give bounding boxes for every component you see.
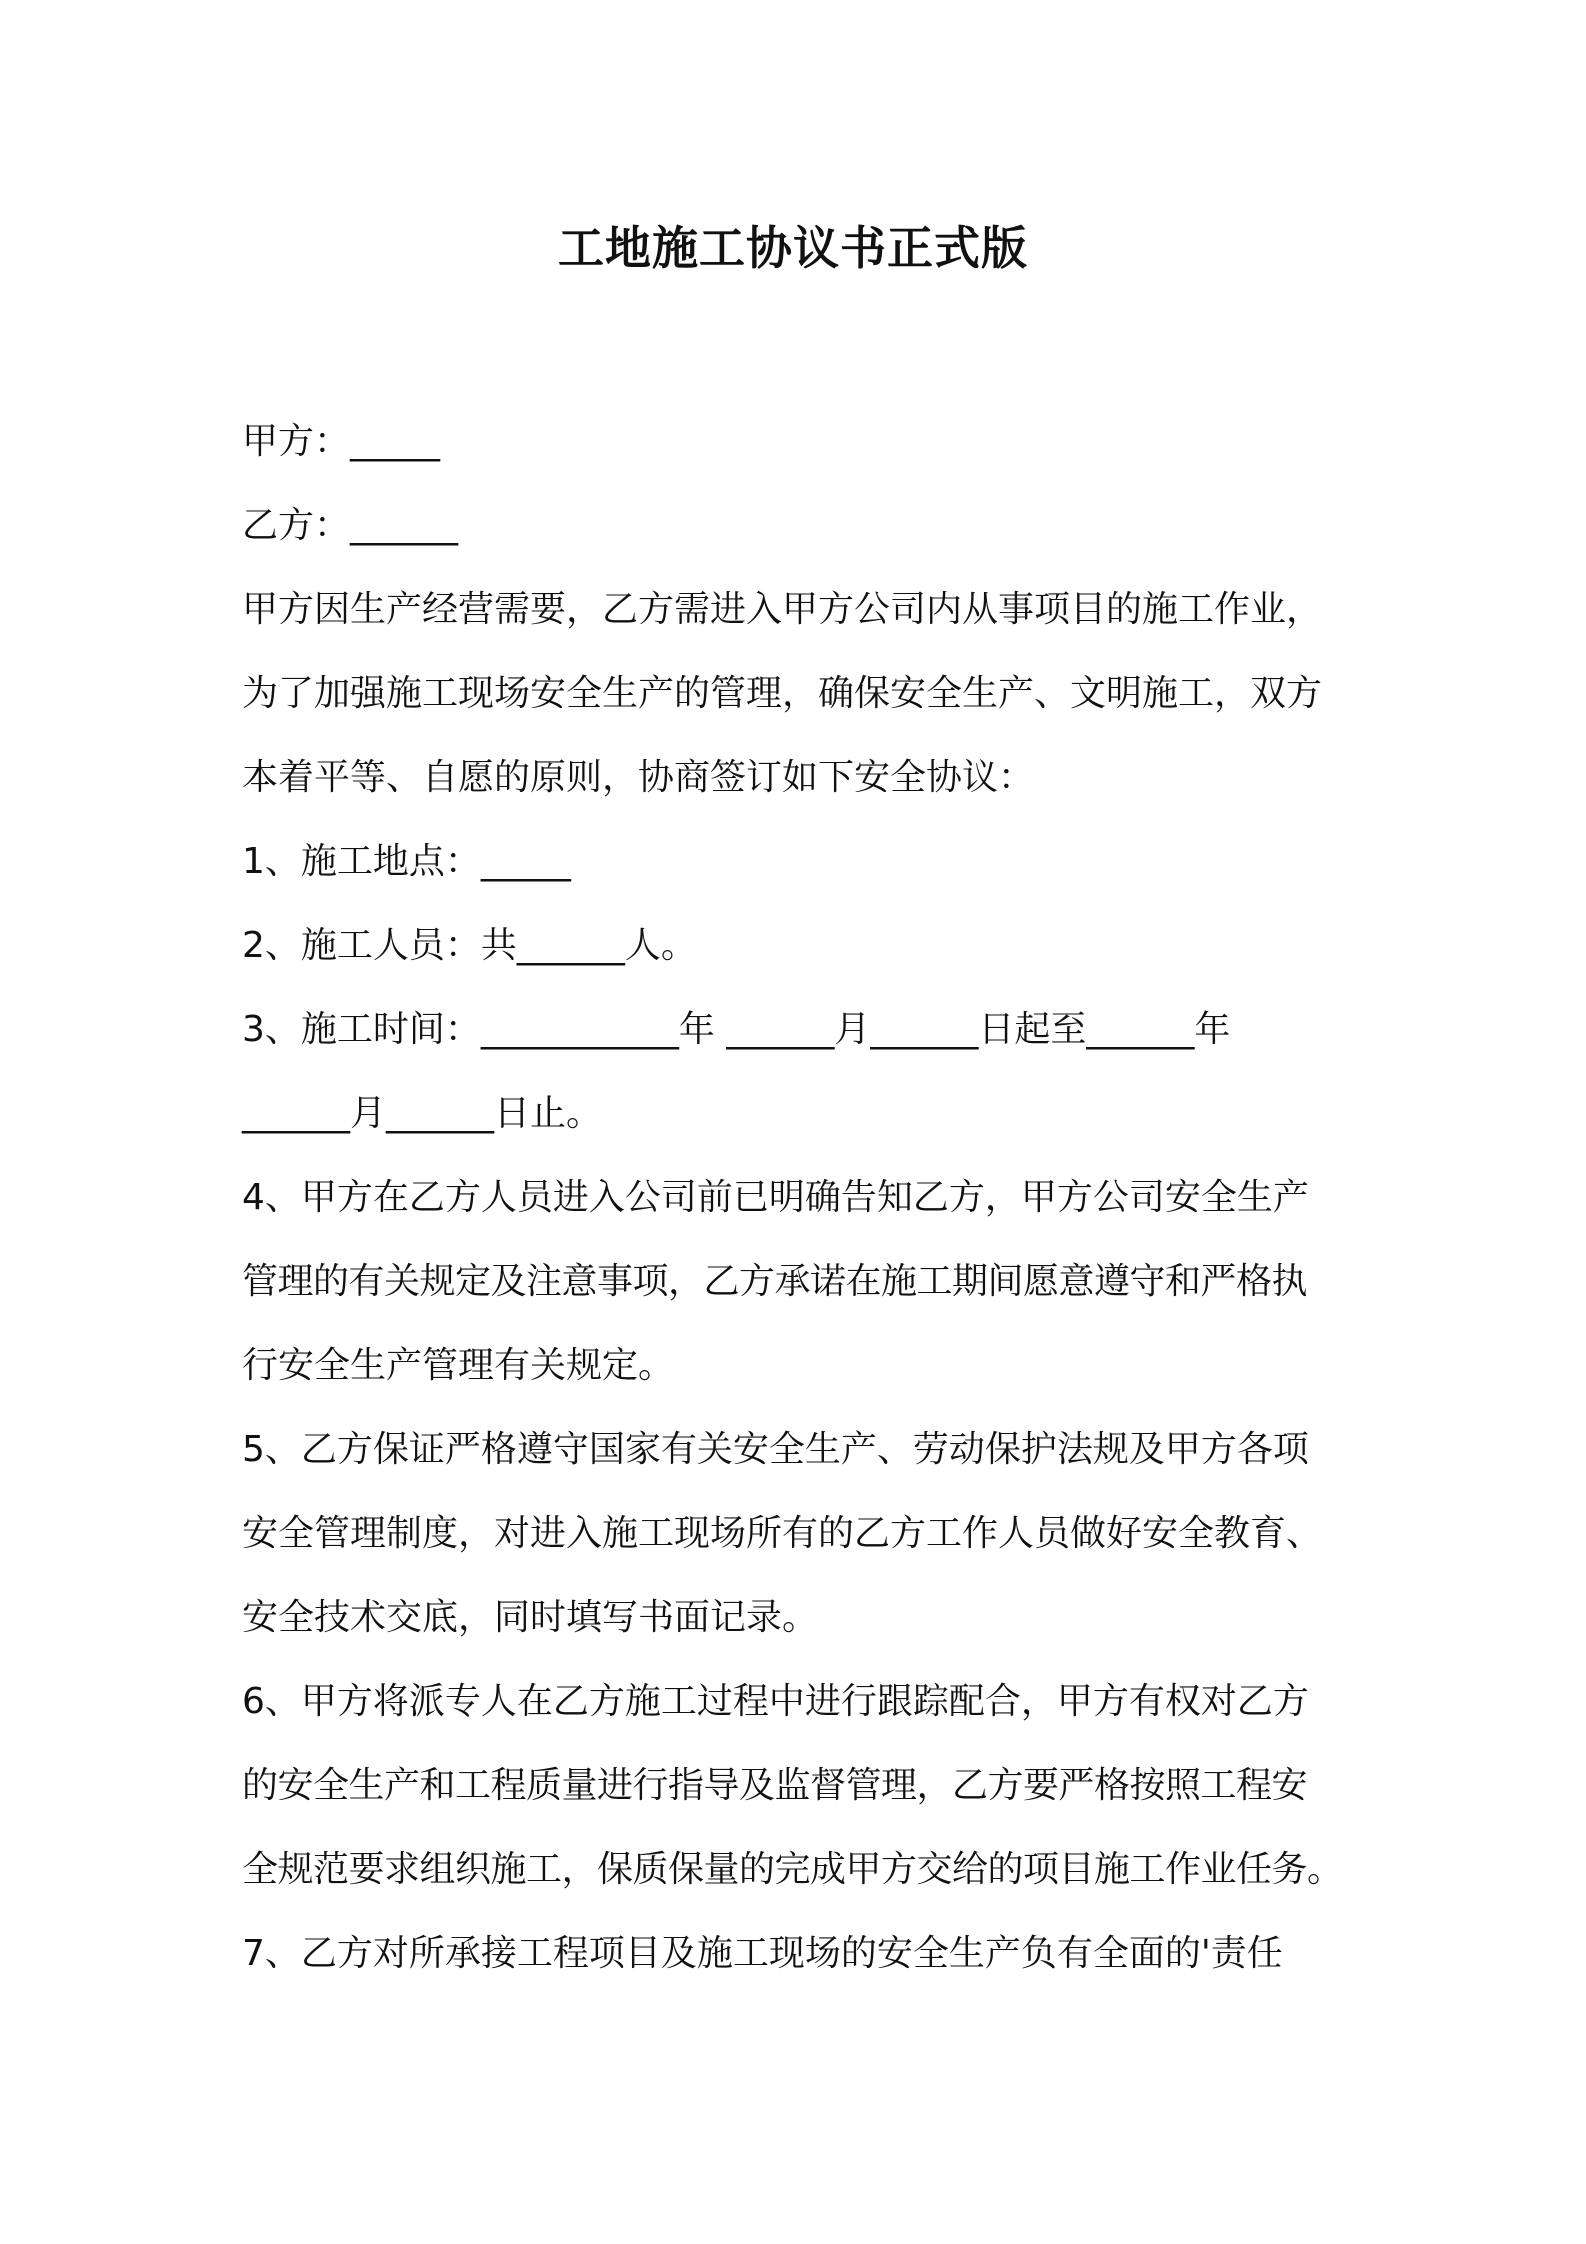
clause-6-line-3: 全规范要求组织施工，保质保量的完成甲方交给的项目施工作业任务。: [242, 1849, 1343, 1890]
party-a-line: 甲方：_____: [242, 421, 441, 462]
clause-4-line-1: 4、甲方在乙方人员进入公司前已明确告知乙方，甲方公司安全生产: [242, 1177, 1309, 1218]
clause-4-line-2: 管理的有关规定及注意事项，乙方承诺在施工期间愿意遵守和严格执: [242, 1261, 1308, 1302]
clause-3-line-2: ______月______日止。: [242, 1093, 603, 1134]
clause-4-line-3: 行安全生产管理有关规定。: [242, 1345, 675, 1386]
preamble-line-2: 为了加强施工现场安全生产的管理，确保安全生产、文明施工，双方: [242, 673, 1323, 714]
clause-7-line-1: 7、乙方对所承接工程项目及施工现场的安全生产负有全面的'责任: [242, 1933, 1283, 1974]
document-title: 工地施工协议书正式版: [558, 221, 1028, 275]
clause-5-line-1: 5、乙方保证严格遵守国家有关安全生产、劳动保护法规及甲方各项: [242, 1429, 1309, 1470]
clause-5-line-3: 安全技术交底，同时填写书面记录。: [242, 1597, 819, 1638]
preamble-line-1: 甲方因生产经营需要，乙方需进入甲方公司内从事项目的施工作业，: [242, 589, 1323, 630]
clause-2-line: 2、施工人员：共______人。: [242, 925, 697, 966]
clause-3-line-1: 3、施工时间：___________年 ______月______日起至______年: [242, 1009, 1231, 1050]
clause-1-line: 1、施工地点：_____: [242, 841, 571, 882]
clause-6-line-2: 的安全生产和工程质量进行指导及监督管理，乙方要严格按照工程安: [242, 1765, 1308, 1806]
clause-6-line-1: 6、甲方将派专人在乙方施工过程中进行跟踪配合，甲方有权对乙方: [242, 1681, 1309, 1722]
document-body: [242, 400, 1362, 1996]
preamble-line-3: 本着平等、自愿的原则，协商签订如下安全协议：: [242, 757, 1035, 798]
party-b-line: 乙方：______: [242, 505, 459, 546]
clause-5-line-2: 安全管理制度，对进入施工现场所有的乙方工作人员做好安全教育、: [242, 1513, 1323, 1554]
